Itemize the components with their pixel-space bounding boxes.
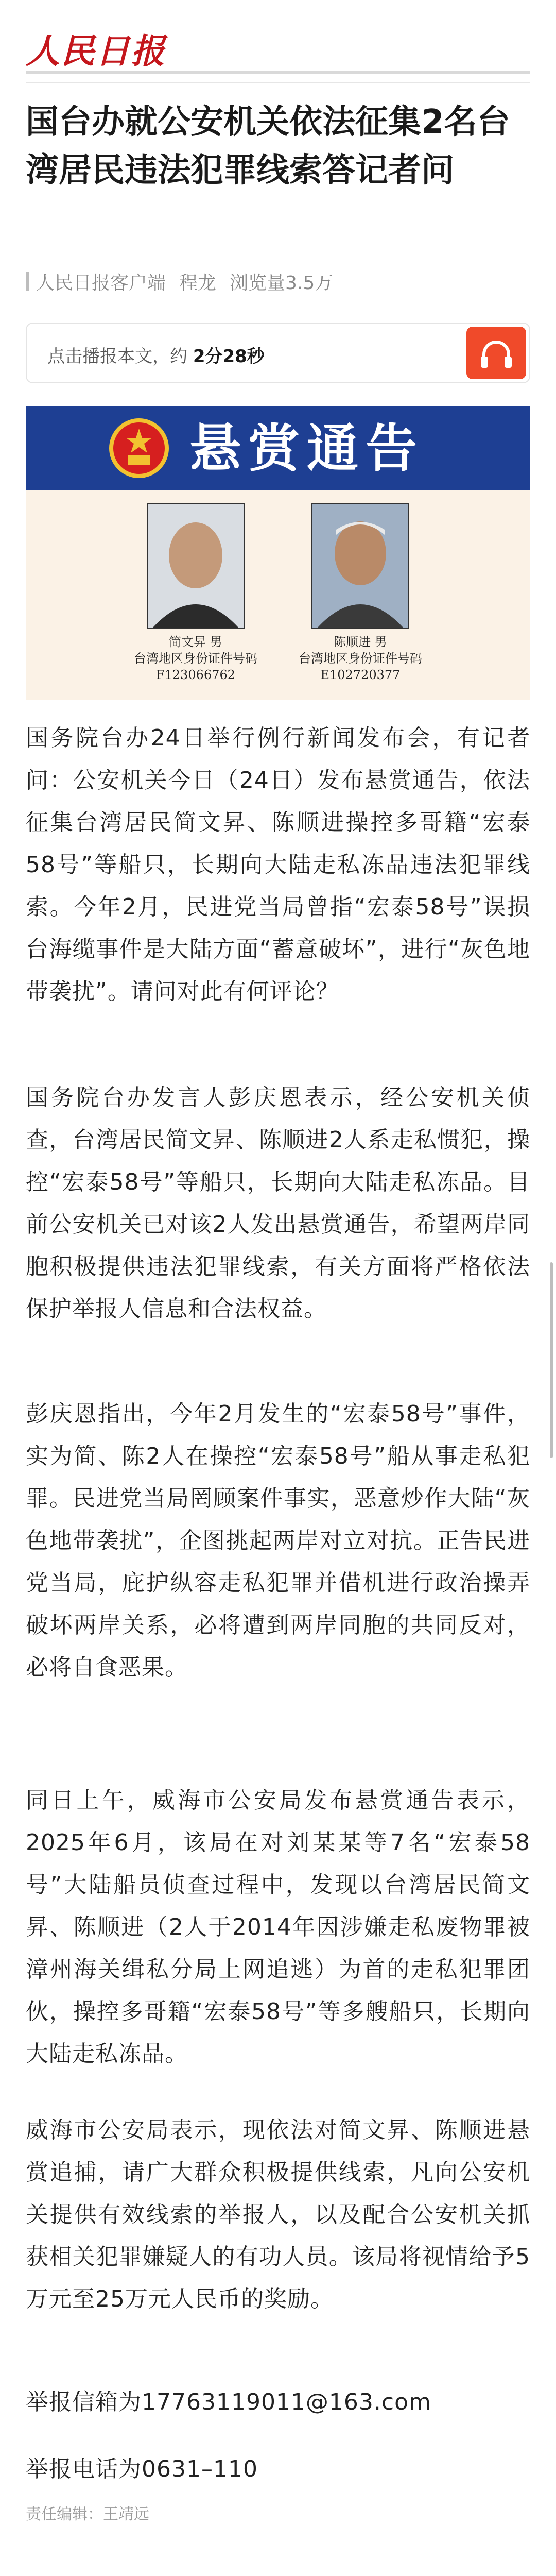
suspect-photo-1 — [147, 503, 245, 629]
meta-bar — [26, 272, 29, 291]
article-paragraph-5: 威海市公安局表示，现依法对简文昇、陈顺进悬赏追捕，请广大群众积极提供线索，凡向公安机关提供有效线索的举报人，以及配合公安机关抓获相关犯罪嫌疑人的有功人员。该局将视情给予5万元至25万元人民币的奖励。 — [26, 2117, 530, 2312]
peoples-daily-logo[interactable]: 人民日报 — [26, 31, 166, 71]
article-paragraph-4: 同日上午，威海市公安局发布悬赏通告表示，2025年6月，该局在对刘某某等7名“宏泰58号”大陆船员侦查过程中，发现以台湾居民简文昇、陈顺进（2人于2014年因涉嫌走私废物罪被漳州海关缉私分局上网追逃）为首的走私犯罪团伙，操控多哥籍“宏泰58号”等多艘船只，长期向大陆走私冻品。 — [26, 1787, 530, 2067]
article-author: 程龙 — [179, 272, 217, 294]
article-views: 浏览量3.5万 — [230, 272, 334, 294]
report-email: 举报信箱为17763119011@163.com — [26, 2389, 431, 2415]
suspect-card-1 — [124, 503, 268, 683]
national-emblem-icon — [108, 417, 170, 479]
article-paragraph-1: 国务院台办24日举行例行新闻发布会，有记者问：公安机关今日（24日）发布悬赏通告，依法征集台湾居民简文昇、陈顺进操控多哥籍“宏泰58号”等船只，长期向大陆走私冻品违法犯罪线索。今年2月，民进党当局曾指“宏泰58号”误损台海缆事件是大陆方面“蓄意破坏”，进行“灰色地带袭扰”。请问对此有何评论？ — [26, 725, 530, 1005]
suspect-id-number-1: F123066762 — [155, 668, 236, 682]
suspect-id-number-2: E102720377 — [320, 668, 401, 682]
suspect-id-label-2: 台湾地区身份证件号码 — [299, 651, 422, 666]
headphones-icon — [466, 327, 526, 379]
article-title: 国台办就公安机关依法征集2名台湾居民违法犯罪线索答记者问 — [26, 103, 510, 190]
wanted-notice-title: 悬赏通告 — [189, 418, 424, 479]
article-paragraph-2: 国务院台办发言人彭庆恩表示，经公安机关侦查，台湾居民简文昇、陈顺进2人系走私惯犯，操控“宏泰58号”等船只，长期向大陆走私冻品。目前公安机关已对该2人发出悬赏通告，希望两岸同胞积极提供违法犯罪线索，有关方面将严格依法保护举报人信息和合法权益。 — [26, 1084, 530, 1322]
responsible-editor: 责任编辑：王靖远 — [26, 2505, 149, 2523]
header-divider-thin — [26, 82, 530, 83]
suspect-card-2 — [288, 503, 432, 683]
play-audio-button[interactable] — [466, 327, 526, 379]
report-phone: 举报电话为0631–110 — [26, 2456, 258, 2482]
suspect-portrait-2 — [312, 504, 408, 628]
suspect-name-2: 陈顺进 男 — [334, 635, 387, 649]
suspect-name-1: 简文昇 男 — [169, 635, 222, 649]
header-divider — [26, 71, 530, 74]
wanted-notice-header — [26, 406, 530, 490]
suspect-portrait-1 — [148, 504, 244, 628]
scrollbar[interactable] — [550, 1262, 553, 1458]
article-paragraph-3: 彭庆恩指出，今年2月发生的“宏泰58号”事件，实为简、陈2人在操控“宏泰58号”船从事走私犯罪。民进党当局罔顾案件事实，恶意炒作大陆“灰色地带袭扰”，企图挑起两岸对立对抗。正告民进党当局，庇护纵容走私犯罪并借机进行政治操弄破坏两岸关系，必将遭到两岸同胞的共同反对，必将自食恶果。 — [26, 1401, 530, 1681]
header — [26, 20, 530, 81]
audio-player[interactable] — [26, 323, 530, 383]
audio-prompt — [47, 342, 265, 367]
suspect-id-label-1: 台湾地区身份证件号码 — [134, 651, 257, 666]
audio-duration: 2分28秒 — [193, 346, 265, 367]
suspect-photo-2 — [311, 503, 409, 629]
article-source: 人民日报客户端 — [36, 272, 166, 294]
article-meta — [26, 269, 346, 294]
wanted-notice-image — [26, 406, 530, 700]
audio-prompt-text: 点击播报本文，约 — [47, 346, 187, 367]
